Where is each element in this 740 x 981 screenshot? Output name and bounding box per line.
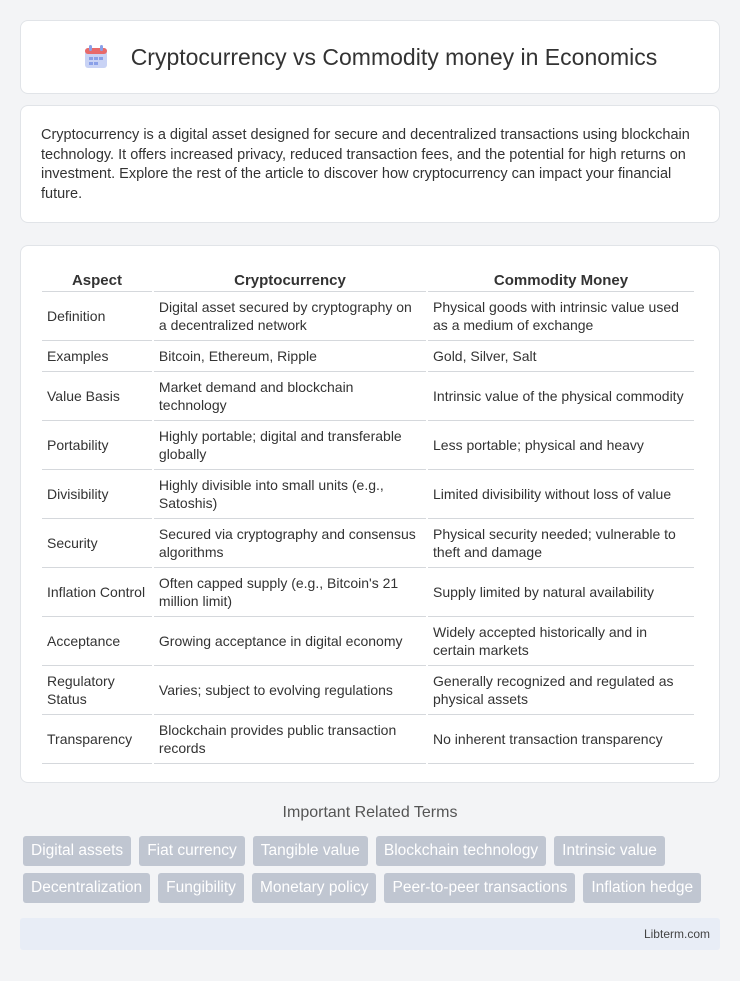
table-row xyxy=(42,372,694,421)
cell-aspect: Transparency xyxy=(42,715,152,764)
cell-aspect: Security xyxy=(42,519,152,568)
page-title: Cryptocurrency vs Commodity money in Economics xyxy=(130,43,658,70)
cell-crypto: Digital asset secured by cryptography on a decentralized network xyxy=(154,292,426,341)
cell-commodity: Physical security needed; vulnerable to theft and damage xyxy=(428,519,694,568)
related-terms-tags xyxy=(23,836,723,910)
cell-crypto: Growing acceptance in digital economy xyxy=(154,617,426,666)
table-row xyxy=(42,666,694,715)
intro-text: Cryptocurrency is a digital asset designed for secure and decentralized transactions using blockchain technology. It offers increased privacy, reduced transaction fees, and the potential for high returns on investment. Explore the rest of the article to discover how cryptocurrency can impact your financial future. xyxy=(41,127,690,202)
cell-aspect: Value Basis xyxy=(42,372,152,421)
cell-commodity: No inherent transaction transparency xyxy=(428,715,694,764)
tag-decentralization[interactable]: Decentralization xyxy=(23,873,150,903)
cell-aspect: Examples xyxy=(42,341,152,372)
footer xyxy=(20,918,720,950)
cell-aspect: Divisibility xyxy=(42,470,152,519)
cell-crypto: Varies; subject to evolving regulations xyxy=(154,666,426,715)
cell-commodity: Intrinsic value of the physical commodity xyxy=(428,372,694,421)
calendar-icon xyxy=(83,44,109,70)
table-row xyxy=(42,617,694,666)
cell-commodity: Generally recognized and regulated as physical assets xyxy=(428,666,694,715)
header-card xyxy=(20,20,720,94)
tag-blockchain-technology[interactable]: Blockchain technology xyxy=(376,836,546,866)
table-row xyxy=(42,470,694,519)
tag-peer-to-peer-transactions[interactable]: Peer-to-peer transactions xyxy=(384,873,575,903)
cell-aspect: Acceptance xyxy=(42,617,152,666)
cell-commodity: Supply limited by natural availability xyxy=(428,568,694,617)
header-aspect: Aspect xyxy=(42,266,152,292)
tag-fiat-currency[interactable]: Fiat currency xyxy=(139,836,245,866)
cell-crypto: Market demand and blockchain technology xyxy=(154,372,426,421)
header-commodity-money: Commodity Money xyxy=(428,266,694,292)
cell-aspect: Portability xyxy=(42,421,152,470)
cell-aspect: Regulatory Status xyxy=(42,666,152,715)
footer-site-link[interactable]: Libterm.com xyxy=(643,927,710,941)
table-header-row xyxy=(42,266,694,292)
tag-row xyxy=(23,836,723,866)
cell-crypto: Often capped supply (e.g., Bitcoin's 21 million limit) xyxy=(154,568,426,617)
tag-inflation-hedge[interactable]: Inflation hedge xyxy=(583,873,701,903)
tag-intrinsic-value[interactable]: Intrinsic value xyxy=(554,836,665,866)
cell-crypto: Secured via cryptography and consensus algorithms xyxy=(154,519,426,568)
tag-fungibility[interactable]: Fungibility xyxy=(158,873,244,903)
cell-aspect: Definition xyxy=(42,292,152,341)
table-row xyxy=(42,568,694,617)
cell-commodity: Physical goods with intrinsic value used as a medium of exchange xyxy=(428,292,694,341)
comparison-table xyxy=(40,266,696,764)
cell-commodity: Gold, Silver, Salt xyxy=(428,341,694,372)
cell-commodity: Limited divisibility without loss of value xyxy=(428,470,694,519)
header-cryptocurrency: Cryptocurrency xyxy=(154,266,426,292)
cell-commodity: Less portable; physical and heavy xyxy=(428,421,694,470)
table-row xyxy=(42,292,694,341)
cell-crypto: Bitcoin, Ethereum, Ripple xyxy=(154,341,426,372)
tag-row xyxy=(23,873,723,903)
cell-crypto: Blockchain provides public transaction records xyxy=(154,715,426,764)
tag-monetary-policy[interactable]: Monetary policy xyxy=(252,873,377,903)
table-row xyxy=(42,421,694,470)
table-row xyxy=(42,341,694,372)
cell-crypto: Highly portable; digital and transferable globally xyxy=(154,421,426,470)
intro-card xyxy=(20,105,720,223)
cell-aspect: Inflation Control xyxy=(42,568,152,617)
tag-digital-assets[interactable]: Digital assets xyxy=(23,836,131,866)
comparison-table-card xyxy=(20,245,720,783)
table-row xyxy=(42,715,694,764)
cell-commodity: Widely accepted historically and in certain markets xyxy=(428,617,694,666)
related-terms-title: Important Related Terms xyxy=(282,804,458,821)
tag-tangible-value[interactable]: Tangible value xyxy=(253,836,368,866)
table-row xyxy=(42,519,694,568)
cell-crypto: Highly divisible into small units (e.g., Satoshis) xyxy=(154,470,426,519)
